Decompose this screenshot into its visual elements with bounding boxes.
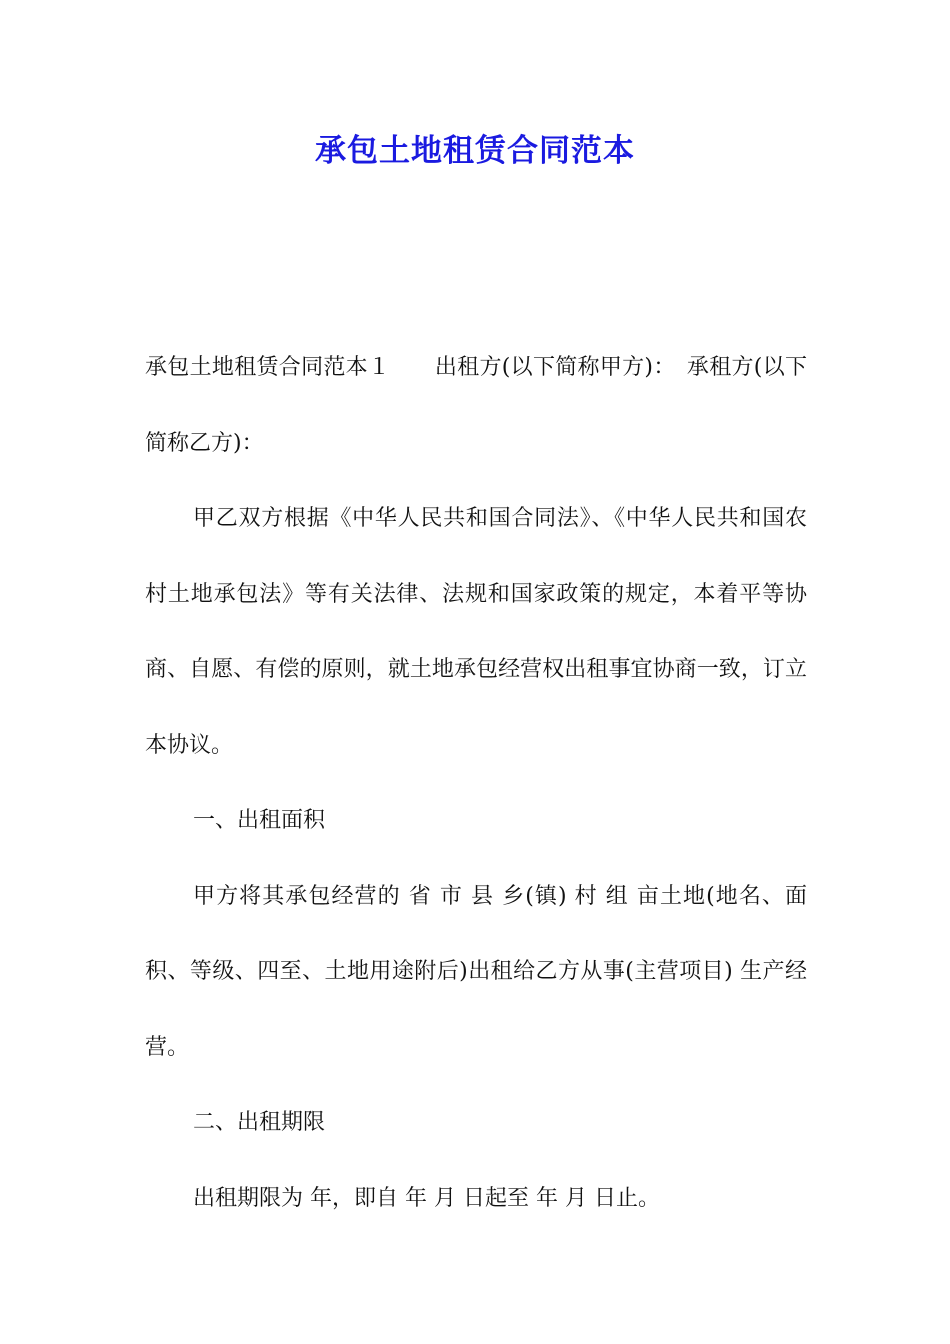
intro-paragraph: 承包土地租赁合同范本１ 出租方(以下简称甲方)： 承租方(以下简称乙方)： <box>145 355 807 456</box>
document-body <box>145 330 807 1236</box>
rental-term-paragraph: 出租期限为 年，即自 年 月 日起至 年 月 日止。 <box>193 1185 660 1211</box>
document-title: 承包土地租赁合同范本 <box>315 133 635 169</box>
section-heading-rental-term: 二、出租期限 <box>193 1110 326 1135</box>
preamble-paragraph: 甲乙双方根据《中华人民共和国合同法》、《中华人民共和国农村土地承包法》等有关法律、法规和国家政策的规定，本着平等协商、自愿、有偿的原则，就土地承包经营权出租事宜协商一致，订立本协议。 <box>145 506 807 758</box>
section-heading-rental-area: 一、出租面积 <box>193 808 326 833</box>
rental-area-paragraph: 甲方将其承包经营的 省 市 县 乡(镇) 村 组 亩土地(地名、面积、等级、四至、土地用途附后)出租给乙方从事(主营项目) 生产经营。 <box>145 883 807 1060</box>
